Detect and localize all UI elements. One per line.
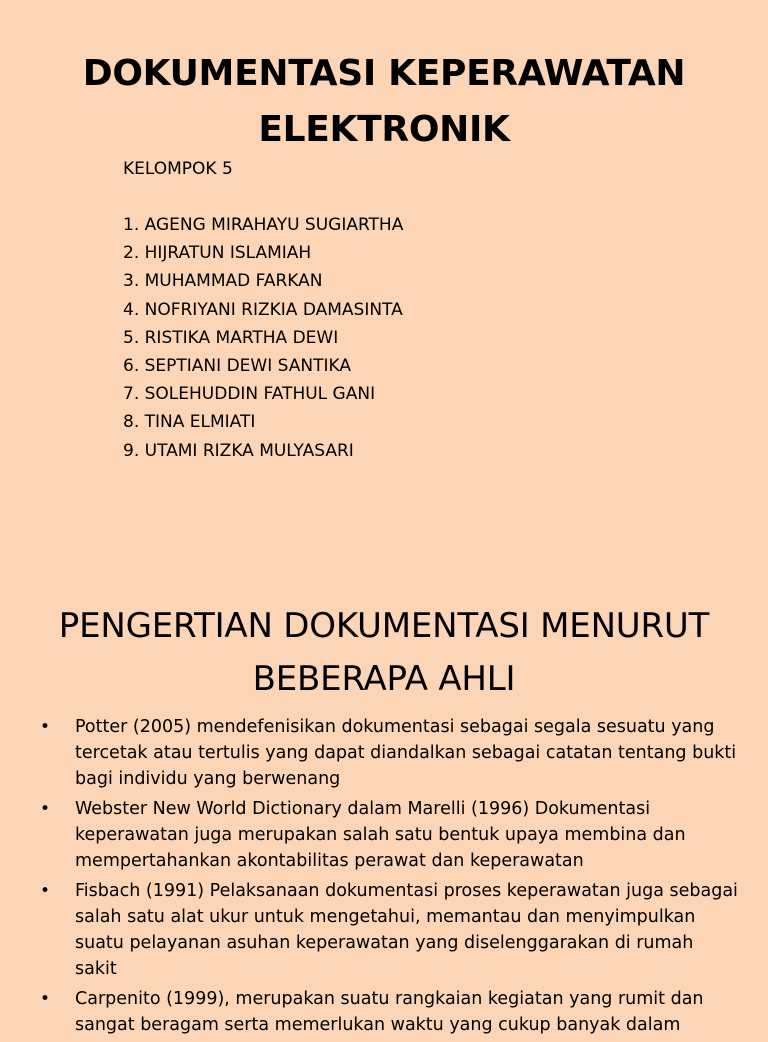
definition-text: Fisbach (1991) Pelaksanaan dokumentasi proses keperawatan juga sebagai salah satu alat ukur untuk mengetahui, memantau dan menyimpulkan suatu pelayanan asuhan keperawatan yang diselenggarakan di rumah sakit	[75, 881, 738, 979]
definition-item	[0, 878, 768, 982]
bullet-icon: •	[40, 799, 51, 819]
member-list	[123, 211, 403, 465]
member-item: 6. SEPTIANI DEWI SANTIKA	[123, 356, 351, 377]
definitions-heading: PENGERTIAN DOKUMENTASI MENURUT BEBERAPA AHLI	[58, 606, 710, 699]
member-item: 7. SOLEHUDDIN FATHUL GANI	[123, 384, 376, 405]
definition-item	[0, 986, 768, 1038]
bullet-icon: •	[40, 717, 51, 737]
definitions-list	[0, 714, 768, 1042]
bullet-icon: •	[40, 881, 51, 901]
definition-item	[0, 714, 768, 792]
group-label: KELOMPOK 5	[123, 159, 233, 179]
slide-definitions	[0, 576, 768, 1035]
member-item: 8. TINA ELMIATI	[123, 412, 256, 433]
definition-text: Potter (2005) mendefenisikan dokumentasi sebagai segala sesuatu yang tercetak atau tertulis yang dapat diandalkan sebagai catatan tentang bukti bagi individu yang berwenang	[75, 717, 737, 789]
definition-text: Webster New World Dictionary dalam Marelli (1996) Dokumentasi keperawatan juga merupakan salah satu bentuk upaya membina dan mempertahankan akontabilitas perawat dan keperawatan	[75, 799, 686, 871]
definition-text: Carpenito (1999), merupakan suatu rangkaian kegiatan yang rumit dan sangat beragam serta memerlukan waktu yang cukup banyak dalam	[75, 989, 704, 1035]
definition-item	[0, 796, 768, 874]
member-item: 3. MUHAMMAD FARKAN	[123, 271, 323, 292]
member-item: 2. HIJRATUN ISLAMIAH	[123, 243, 312, 264]
member-item: 4. NOFRIYANI RIZKIA DAMASINTA	[123, 299, 403, 320]
member-item: 1. AGENG MIRAHAYU SUGIARTHA	[123, 215, 404, 235]
slide-title-heading: DOKUMENTASI KEPERAWATAN ELEKTRONIK	[82, 53, 686, 150]
bullet-icon: •	[40, 989, 51, 1009]
member-item: 5. RISTIKA MARTHA DEWI	[123, 327, 339, 348]
member-item: 9. UTAMI RIZKA MULYASARI	[123, 440, 354, 461]
